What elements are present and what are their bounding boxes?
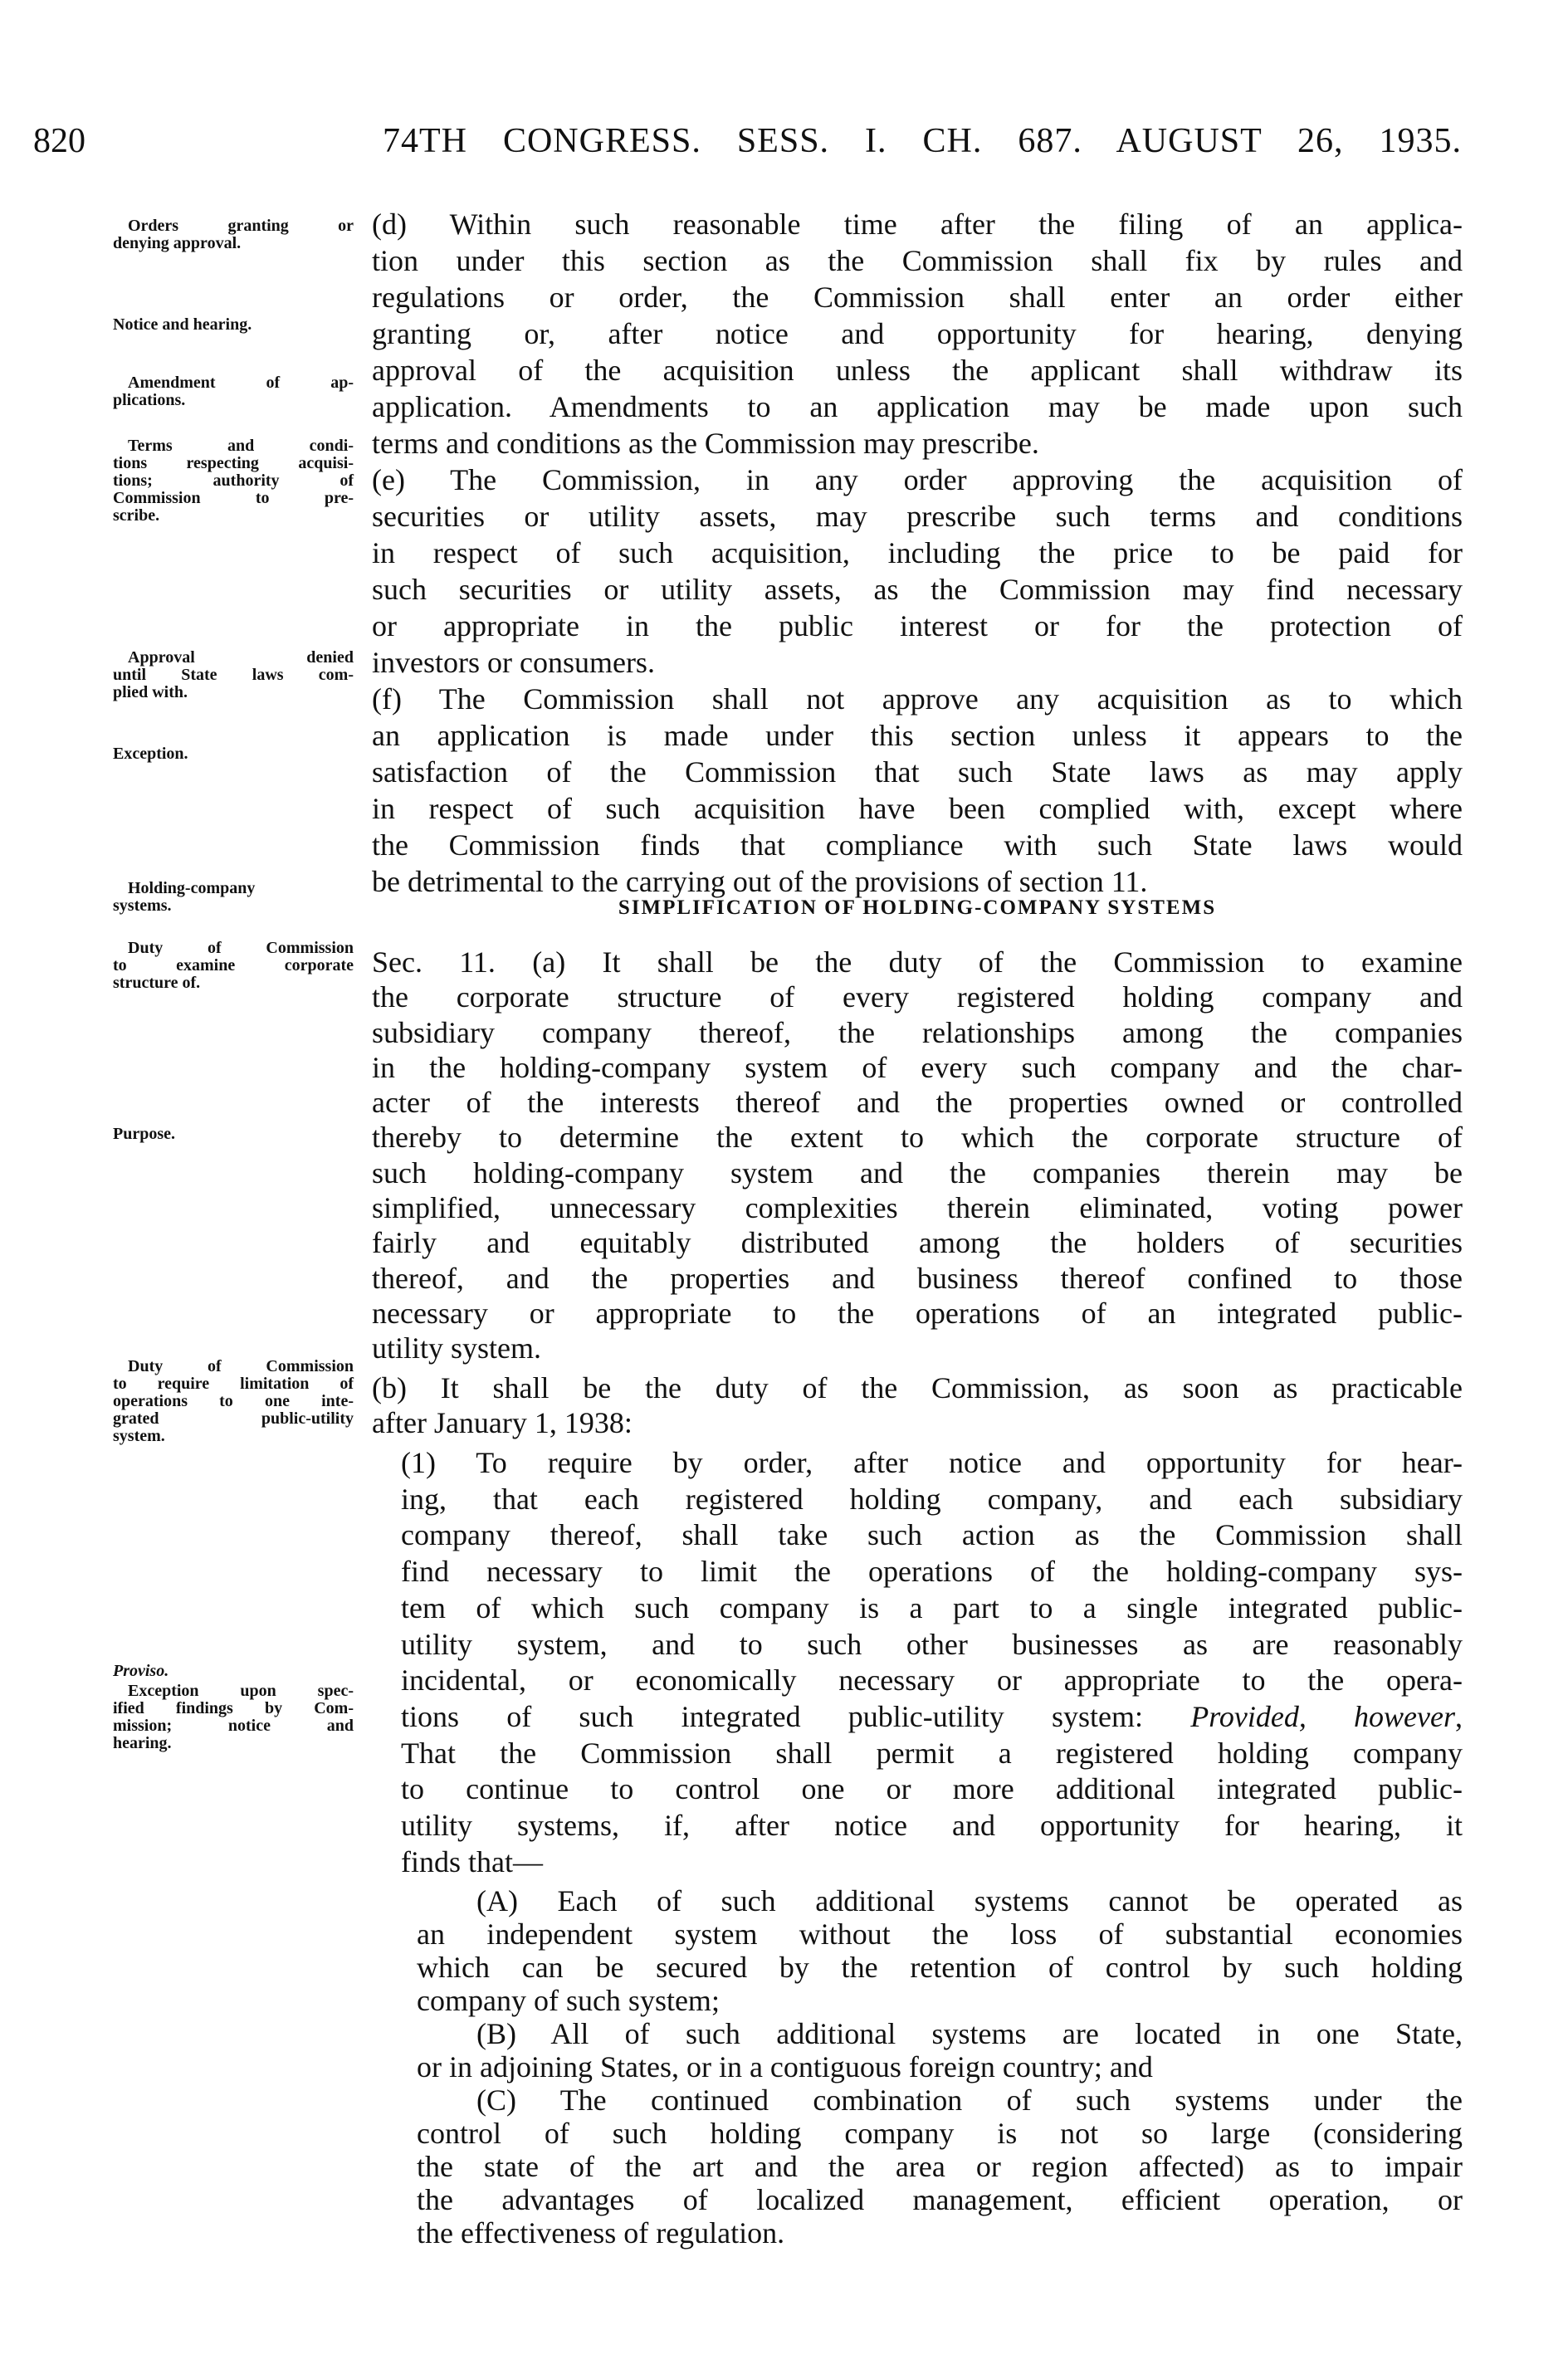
- text-line: fairly and equitably distributed among the holders of securities: [372, 1226, 1463, 1260]
- margin-note: [113, 745, 354, 763]
- margin-note-line: scribe.: [113, 506, 160, 525]
- text-line: tem of which such company is a part to a single integrated public-: [401, 1590, 1463, 1624]
- text-line: tion under this section as the Commission shall fix by rules and: [372, 244, 1463, 277]
- text-line: (B) All of such additional systems are located in one State,: [476, 2017, 1463, 2050]
- text-line: (b) It shall be the duty of the Commission, as soon as practicable: [372, 1371, 1463, 1404]
- margin-note-line: Commission to pre-: [113, 489, 354, 507]
- margin-note-line: Exception upon spec-: [128, 1682, 354, 1700]
- text-line: the advantages of localized management, efficient operation, or: [417, 2183, 1463, 2216]
- text-line: company of such system;: [417, 1984, 720, 2017]
- text-block: [401, 1445, 1463, 1880]
- text-line: find necessary to limit the operations of the holding-company sys-: [401, 1555, 1463, 1589]
- margin-note: [113, 940, 354, 992]
- paragraph: [372, 945, 1463, 1366]
- margin-note-line: denying approval.: [113, 234, 242, 252]
- margin-note: [113, 1358, 354, 1445]
- text-line: the corporate structure of every registered holding company and: [372, 980, 1463, 1014]
- paragraph: [372, 462, 1463, 681]
- text-line: utility system, and to such other businesses as are reasonably: [401, 1627, 1463, 1661]
- text-line: an independent system without the loss of substantial economies: [417, 1917, 1463, 1951]
- margin-note-line: tions respecting acquisi-: [113, 454, 354, 472]
- margin-note-line: ified findings by Com-: [113, 1699, 354, 1717]
- margin-note: [113, 1663, 354, 1680]
- italic-text: Provided, however: [1190, 1699, 1455, 1733]
- margin-note-line: plied with.: [113, 683, 188, 701]
- margin-note-line: until State laws com-: [113, 666, 354, 684]
- margin-note-line: Duty of Commission: [128, 939, 354, 957]
- text-line: That the Commission shall permit a registered holding company: [401, 1736, 1463, 1770]
- text-segment: tions of such integrated public-utility system:: [401, 1699, 1191, 1733]
- margin-note-line: Holding-company: [128, 879, 256, 897]
- text-line: to continue to control one or more additional integrated public-: [401, 1772, 1463, 1806]
- text-line: control of such holding company is not so large (considering: [417, 2117, 1463, 2150]
- text-block: [372, 945, 1463, 1366]
- text-line: the Commission finds that compliance with such State laws would: [372, 828, 1463, 862]
- text-line: in respect of such acquisition, including the price to be paid for: [372, 536, 1463, 569]
- text-line: (f) The Commission shall not approve any acquisition as to which: [372, 682, 1463, 716]
- margin-note-line: systems.: [113, 896, 172, 915]
- margin-note: [113, 374, 354, 409]
- text-line: satisfaction of the Commission that such State laws as may apply: [372, 755, 1463, 789]
- paragraph: [372, 206, 1463, 462]
- paragraph: [417, 2017, 1463, 2083]
- text-line: in the holding-company system of every such company and the char-: [372, 1050, 1463, 1084]
- text-line: application. Amendments to an application may be made upon such: [372, 390, 1463, 423]
- text-line: an application is made under this section unless it appears to the: [372, 719, 1463, 752]
- text-line: granting or, after notice and opportunity for hearing, denying: [372, 317, 1463, 350]
- margin-note-line: to examine corporate: [113, 956, 354, 975]
- paragraph: [372, 681, 1463, 900]
- text-line: finds that—: [401, 1844, 543, 1878]
- text-line: necessary or appropriate to the operations of an integrated public-: [372, 1296, 1463, 1330]
- text-line: such holding-company system and the companies therein may be: [372, 1155, 1463, 1190]
- text-line: utility system.: [372, 1331, 542, 1365]
- text-line: utility systems, if, after notice and opportunity for hearing, it: [401, 1809, 1463, 1843]
- text-line: the effectiveness of regulation.: [417, 2216, 785, 2250]
- text-line: the state of the art and the area or region affected) as to impair: [417, 2150, 1463, 2183]
- text-line: [401, 1699, 1463, 1736]
- margin-note-line: Duty of Commission: [128, 1357, 354, 1375]
- margin-note-line: Notice and hearing.: [113, 315, 252, 334]
- margin-note-line: Amendment of ap-: [128, 374, 354, 392]
- text-line: Sec. 11. (a) It shall be the duty of the Commission to examine: [372, 945, 1463, 979]
- margin-note-line: system.: [113, 1427, 165, 1445]
- paragraph: [401, 1445, 1463, 1880]
- margin-note-line: grated public-utility: [113, 1409, 354, 1428]
- text-line: (e) The Commission, in any order approving the acquisition of: [372, 463, 1463, 496]
- text-line: subsidiary company thereof, the relationships among the companies: [372, 1015, 1463, 1049]
- margin-note: [113, 1126, 354, 1143]
- text-line: securities or utility assets, may prescribe such terms and conditions: [372, 500, 1463, 533]
- text-line: thereof, and the properties and business thereof confined to those: [372, 1261, 1463, 1295]
- margin-note-line: plications.: [113, 391, 186, 409]
- margin-note-line: mission; notice and: [113, 1717, 354, 1735]
- text-block: [372, 1370, 1463, 1440]
- text-line: or in adjoining States, or in a contiguous foreign country; and: [417, 2050, 1153, 2083]
- margin-note-line: structure of.: [113, 974, 201, 992]
- margin-note-line: Purpose.: [113, 1125, 175, 1143]
- text-line: regulations or order, the Commission shall enter an order either: [372, 281, 1463, 314]
- text-line: simplified, unnecessary complexities therein eliminated, voting power: [372, 1191, 1463, 1225]
- margin-note-line: Orders granting or: [128, 217, 354, 235]
- text-line: ing, that each registered holding company, and each subsidiary: [401, 1482, 1463, 1516]
- margin-note: [113, 437, 354, 525]
- margin-note-line: tions; authority of: [113, 471, 354, 490]
- margin-note: [113, 316, 354, 334]
- section-heading: SIMPLIFICATION OF HOLDING-COMPANY SYSTEMS: [618, 896, 1217, 919]
- text-block: [372, 206, 1463, 900]
- margin-note-line: hearing.: [113, 1734, 172, 1752]
- text-segment: ,: [1455, 1699, 1463, 1733]
- text-line: investors or consumers.: [372, 646, 655, 679]
- margin-note-line: operations to one inte-: [113, 1392, 354, 1410]
- paragraph: [372, 1370, 1463, 1440]
- text-line: or appropriate in the public interest or for the protection of: [372, 609, 1463, 642]
- text-line: company thereof, shall take such action as the Commission shall: [401, 1518, 1463, 1552]
- margin-note: [113, 649, 354, 701]
- text-line: such securities or utility assets, as the Commission may find necessary: [372, 573, 1463, 606]
- text-line: approval of the acquisition unless the applicant shall withdraw its: [372, 354, 1463, 387]
- text-line: (A) Each of such additional systems cannot be operated as: [476, 1884, 1463, 1917]
- margin-note-line: to require limitation of: [113, 1375, 354, 1393]
- text-line: (C) The continued combination of such systems under the: [476, 2083, 1463, 2117]
- margin-note-line: Proviso.: [113, 1662, 169, 1680]
- text-line: (d) Within such reasonable time after the filing of an applica-: [372, 208, 1463, 241]
- paragraph: [417, 1884, 1463, 2017]
- running-head: 74TH CONGRESS. SESS. I. CH. 687. AUGUST 26, 1935.: [383, 122, 1462, 160]
- text-line: incidental, or economically necessary or appropriate to the opera-: [401, 1663, 1463, 1698]
- margin-note: [113, 217, 354, 252]
- text-line: which can be secured by the retention of control by such holding: [417, 1951, 1463, 1984]
- margin-note-line: Exception.: [113, 745, 188, 763]
- text-line: thereby to determine the extent to which the corporate structure of: [372, 1121, 1463, 1155]
- text-line: after January 1, 1938:: [372, 1406, 633, 1439]
- text-line: acter of the interests thereof and the properties owned or controlled: [372, 1086, 1463, 1120]
- margin-note: [113, 1683, 354, 1752]
- text-line: terms and conditions as the Commission may prescribe.: [372, 427, 1039, 460]
- text-block: [417, 1884, 1463, 2250]
- text-line: in respect of such acquisition have been complied with, except where: [372, 792, 1463, 825]
- page-number: 820: [33, 122, 85, 160]
- margin-note-line: Terms and condi-: [128, 437, 354, 455]
- text-line: be detrimental to the carrying out of the provisions of section 11.: [372, 865, 1148, 898]
- paragraph: [417, 2083, 1463, 2250]
- margin-note-line: Approval denied: [128, 648, 354, 667]
- margin-note: [113, 880, 354, 915]
- text-line: (1) To require by order, after notice and opportunity for hear-: [401, 1446, 1463, 1479]
